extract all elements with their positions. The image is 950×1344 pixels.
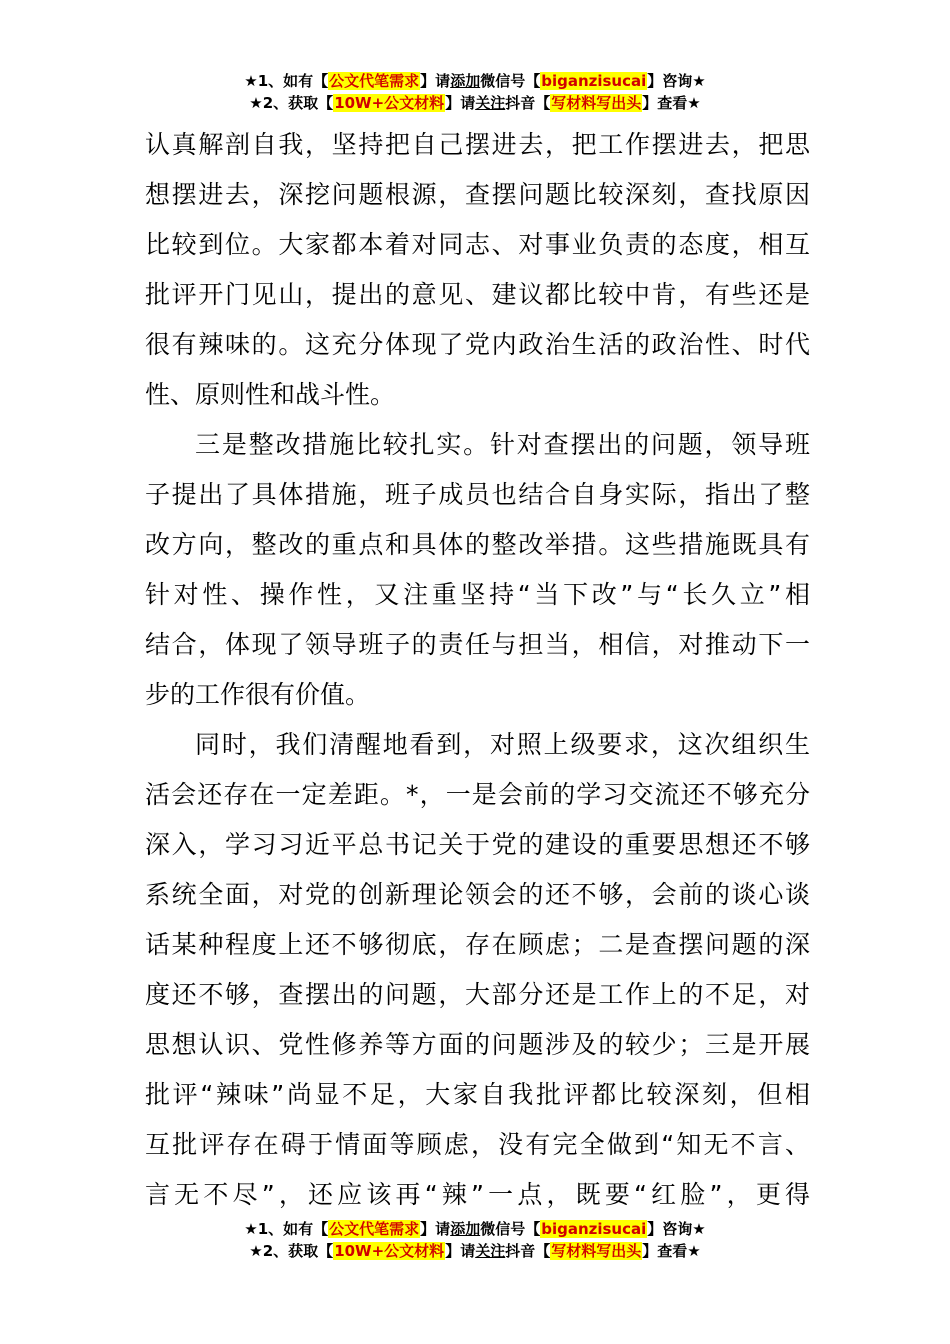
text-line: 性、原则性和战斗性。 (145, 380, 396, 409)
banner-text: 】查看★ (642, 94, 701, 112)
banner-text: ★1、如有【 (244, 1220, 329, 1238)
text-line: 度还不够，查摆出的问题，大部分还是工作上的不足，对 (145, 980, 810, 1009)
highlight-text: biganzisucai (541, 1220, 647, 1238)
paragraph-1 (145, 120, 810, 420)
text-line: 想摆进去，深挖问题根源，查摆问题比较深刻，查找原因 (145, 180, 810, 209)
banner-text: ★2、获取【 (249, 94, 334, 112)
text-line: 批评“辣味”尚显不足，大家自我批评都比较深刻，但相 (145, 1080, 810, 1109)
banner-text: 】请 (445, 1242, 476, 1260)
paragraph-2 (145, 420, 810, 720)
banner-text: 】咨询★ (647, 72, 706, 90)
banner-text: 】查看★ (642, 1242, 701, 1260)
text-line: 认真解剖自我，坚持把自己摆进去，把工作摆进去，把思 (145, 130, 810, 159)
banner-text: 微信号【 (480, 1220, 541, 1238)
highlight-text: 写材料写出头 (551, 94, 642, 112)
banner-text: 抖音【 (505, 94, 551, 112)
banner-text: 】请 (420, 72, 451, 90)
footer-banner (0, 1218, 950, 1262)
emphasis-text: 添加 (450, 1220, 481, 1238)
text-line: 三是整改措施比较扎实。针对查摆出的问题，领导班 (195, 430, 810, 459)
text-line: 言无不尽”，还应该再“辣”一点，既要“红脸”，更得 (145, 1180, 810, 1209)
emphasis-text: 关注 (475, 1242, 506, 1260)
banner-text: 】请 (420, 1220, 451, 1238)
text-line: 子提出了具体措施，班子成员也结合自身实际，指出了整 (145, 480, 810, 509)
text-line: 比较到位。大家都本着对同志、对事业负责的态度，相互 (145, 230, 810, 259)
text-line: 批评开门见山，提出的意见、建议都比较中肯，有些还是 (145, 280, 810, 309)
highlight-text: 写材料写出头 (551, 1242, 642, 1260)
banner-text: 抖音【 (505, 1242, 551, 1260)
highlight-text: 10W+公文材料 (334, 1242, 445, 1260)
text-line: 思想认识、党性修养等方面的问题涉及的较少；三是开展 (145, 1030, 810, 1059)
emphasis-text: 添加 (450, 72, 481, 90)
paragraph-3 (145, 720, 810, 1220)
header-banner (0, 70, 950, 114)
text-line: 话某种程度上还不够彻底，存在顾虑；二是查摆问题的深 (145, 930, 810, 959)
text-line: 同时，我们清醒地看到，对照上级要求，这次组织生 (195, 730, 810, 759)
emphasis-text: 关注 (475, 94, 506, 112)
document-body (145, 120, 810, 1220)
text-line: 很有辣味的。这充分体现了党内政治生活的政治性、时代 (145, 330, 810, 359)
text-line: 系统全面，对党的创新理论领会的还不够，会前的谈心谈 (145, 880, 810, 909)
banner-text: 微信号【 (480, 72, 541, 90)
highlight-text: 公文代笔需求 (329, 72, 420, 90)
highlight-text: biganzisucai (541, 72, 647, 90)
banner-line-2 (0, 92, 950, 114)
banner-line-1 (0, 1218, 950, 1240)
banner-text: 】请 (445, 94, 476, 112)
text-line: 针对性、操作性，又注重坚持“当下改”与“长久立”相 (145, 580, 810, 609)
banner-text: ★2、获取【 (249, 1242, 334, 1260)
highlight-text: 10W+公文材料 (334, 94, 445, 112)
text-line: 结合，体现了领导班子的责任与担当，相信，对推动下一 (145, 630, 810, 659)
text-line: 活会还存在一定差距。*，一是会前的学习交流还不够充分 (145, 780, 810, 809)
text-line: 改方向，整改的重点和具体的整改举措。这些措施既具有 (145, 530, 810, 559)
text-line: 深入，学习习近平总书记关于党的建设的重要思想还不够 (145, 830, 810, 859)
text-line: 互批评存在碍于情面等顾虑，没有完全做到“知无不言、 (145, 1130, 810, 1159)
banner-line-2 (0, 1240, 950, 1262)
banner-line-1 (0, 70, 950, 92)
text-line: 步的工作很有价值。 (145, 680, 371, 709)
banner-text: ★1、如有【 (244, 72, 329, 90)
banner-text: 】咨询★ (647, 1220, 706, 1238)
highlight-text: 公文代笔需求 (329, 1220, 420, 1238)
